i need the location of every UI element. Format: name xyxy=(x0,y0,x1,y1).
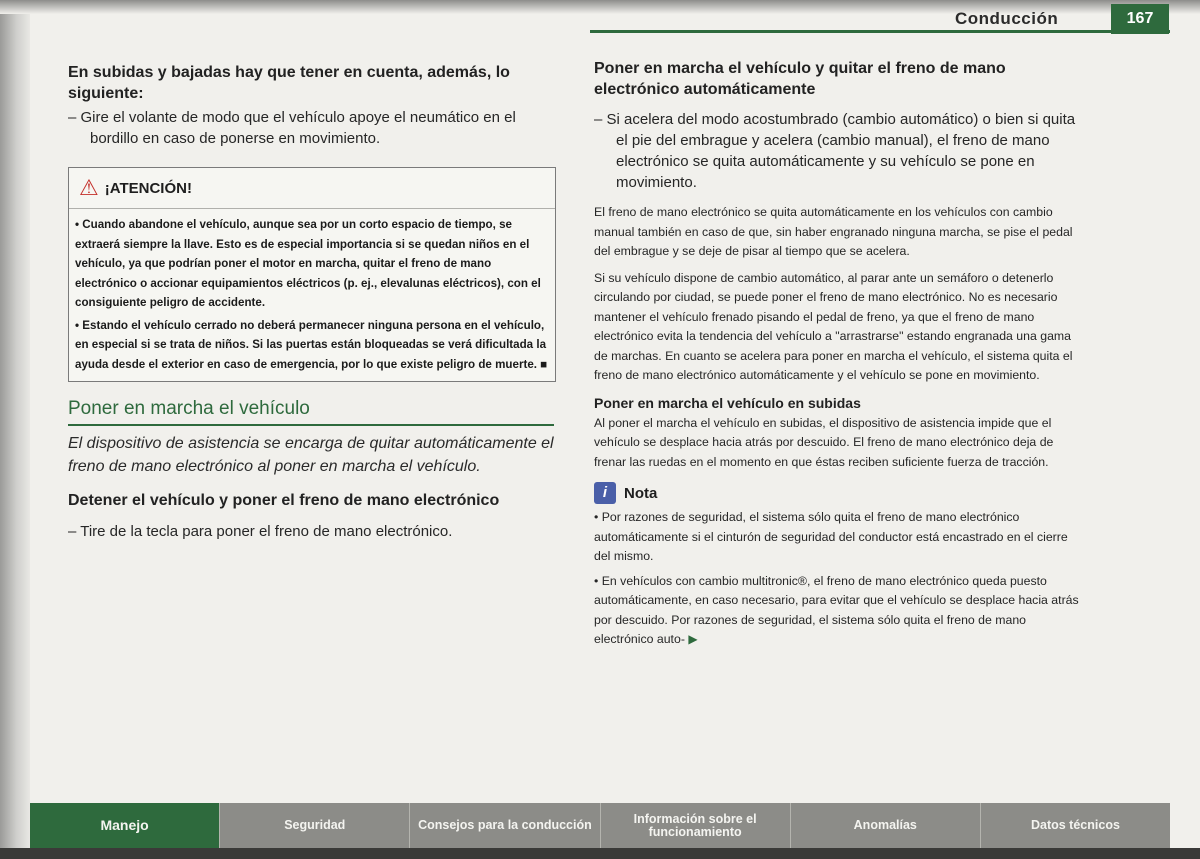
tab-label: Manejo xyxy=(100,817,149,833)
uphill-item: – Gire el volante de modo que el vehículo apoye el neumático en el bordillo en caso de ponerse en movimiento. xyxy=(68,109,516,147)
continue-arrow-icon: ▶ xyxy=(688,632,698,646)
page-number: 167 xyxy=(1111,4,1169,34)
uphill-start-paragraph: Al poner el marcha el vehículo en subidas, el dispositivo de asistencia impide que el vehículo se desplace hacia atrás por descuido. El freno de mano electrónico deja de frenar las ruedas en el momento en que éstas reciben suficiente fuerza de tracción. xyxy=(594,415,1054,469)
note-title: Nota xyxy=(624,484,658,502)
warning-paragraph: • Cuando abandone el vehículo, aunque sea por un corto espacio de tiempo, se extraerá siempre la llave. Esto es de especial importancia si se quedan niños en el vehículo, ya que podrían poner el motor en marcha, quitar el freno de mano electrónico o accionar equipamientos eléctricos (p. ej., elevalunas eléctricos), con el consiguiente peligro de accidente. xyxy=(75,218,541,309)
tab-consejos[interactable] xyxy=(410,803,600,848)
warning-header xyxy=(69,168,555,209)
tab-anomalias[interactable] xyxy=(791,803,981,848)
book-spine-shadow xyxy=(0,0,30,859)
warning-body xyxy=(69,209,555,381)
stop-heading: Detener el vehículo y poner el freno de mano electrónico xyxy=(68,492,500,509)
tab-seguridad[interactable] xyxy=(220,803,410,848)
uphill-start-heading: Poner en marcha el vehículo en subidas xyxy=(594,394,861,411)
info-icon: i xyxy=(594,482,616,504)
note-item-text: • En vehículos con cambio multitronic®, el freno de mano electrónico queda puesto automáticamente, en caso necesario, para evitar que el vehículo se desplace hacia atrás por descuido. Por razones de seguridad, el sistema sólo quita el freno de mano electrónico auto- xyxy=(594,573,1079,646)
section-rule xyxy=(68,424,554,426)
tab-label: Seguridad xyxy=(284,818,346,832)
uphill-heading: En subidas y bajadas hay que tener en cuenta, además, lo siguiente: xyxy=(68,64,510,102)
right-column xyxy=(594,58,1080,650)
chapter-tabs xyxy=(30,803,1170,848)
tab-datos-tecnicos[interactable] xyxy=(981,803,1170,848)
header-title: Conducción xyxy=(955,9,1059,28)
note-item: • Por razones de seguridad, el sistema sólo quita el freno de mano electrónico automáticamente si el cinturón de seguridad del conductor está encastrado en el cierre del mismo. xyxy=(594,510,1068,563)
left-column xyxy=(68,62,558,542)
bottom-edge-shadow xyxy=(0,848,1200,859)
tab-informacion[interactable] xyxy=(601,803,791,848)
warning-triangle-icon: ⚠ xyxy=(79,175,99,200)
paragraph-manual: El freno de mano electrónico se quita automáticamente en los vehículos con cambio manual también en caso de que, sin haber engranado ninguna marcha, se pise el pedal del embrague y se deje de pisar al tiempo que se acelera. xyxy=(594,205,1073,258)
tab-label: Anomalías xyxy=(853,818,917,832)
note-item xyxy=(594,572,1080,650)
warning-box xyxy=(68,167,556,382)
warning-paragraph: • Estando el vehículo cerrado no deberá permanecer ninguna persona en el vehículo, en especial si se trata de niños. Si las puertas están bloqueadas se verá dificultada la ayuda desde el exterior en caso de emergencia, por lo que existe peligro de muerte. ■ xyxy=(75,318,548,371)
header-rule xyxy=(590,30,1170,33)
section-intro: El dispositivo de asistencia se encarga de quitar automáticamente el freno de mano electrónico al poner en marcha el vehículo. xyxy=(68,435,554,475)
tab-label: Información sobre el funcionamiento xyxy=(633,811,757,839)
paragraph-automatic: Si su vehículo dispone de cambio automático, al parar ante un semáforo o detenerlo circulando por ciudad, se puede poner el freno de mano electrónico. No es necesario mantener el vehículo frenado pisando el pedal de freno, ya que el freno de mano electrónico evita la tendencia del vehículo a "arrastrarse" estando engranada una gama de marchas. En cuanto se acelera para poner en marcha el vehículo, el sistema quita el freno de mano electrónico automáticamente y el vehículo se pone en movimiento. xyxy=(594,270,1073,382)
auto-item: – Si acelera del modo acostumbrado (cambio automático) o bien si quita el pie del embrague y acelera (cambio manual), el freno de mano electrónico se quita automáticamente y su vehículo se pone en movimiento. xyxy=(594,111,1076,191)
tab-label: Consejos para la conducción xyxy=(418,818,592,832)
warning-title: ¡ATENCIÓN! xyxy=(104,179,192,197)
stop-item: – Tire de la tecla para poner el freno de mano electrónico. xyxy=(68,523,453,540)
auto-heading: Poner en marcha el vehículo y quitar el freno de mano electrónico automáticamente xyxy=(594,60,1006,98)
tab-manejo[interactable] xyxy=(30,803,220,848)
tab-label: Datos técnicos xyxy=(1030,818,1120,832)
note-header xyxy=(594,482,1080,504)
section-title: Poner en marcha el vehículo xyxy=(68,398,310,419)
